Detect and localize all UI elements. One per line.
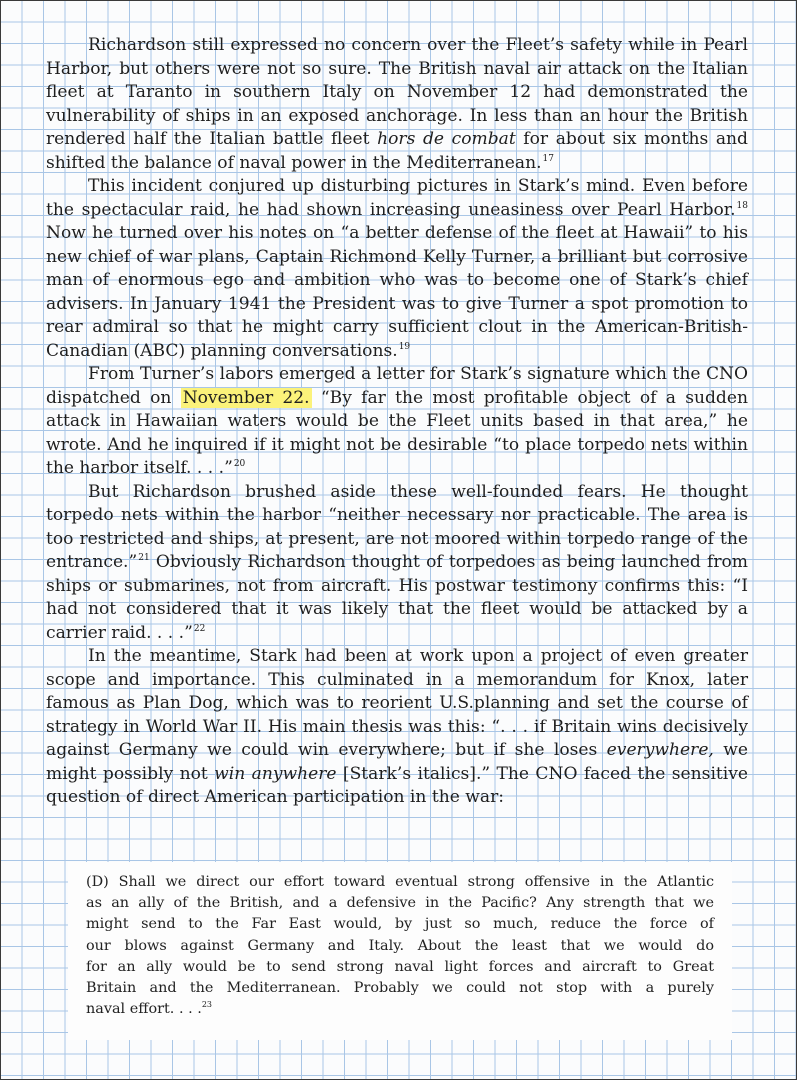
block-quote [68, 862, 732, 1040]
paragraph-1 [46, 34, 748, 175]
text-run: we might possibly not [46, 740, 748, 784]
footnote-ref: 20 [233, 459, 246, 470]
book-page-text [46, 34, 748, 810]
quote-last-line [86, 999, 714, 1020]
footnote-ref-23: 23 [201, 1000, 213, 1010]
quote-line: Britain and the Mediterranean. Probably we could not stop with a purely [86, 980, 714, 997]
text-run: From Turner’s labors emerged a letter for Stark’s signature which the CNO dispatched on [46, 364, 748, 408]
quote-line: might send to the Far East would, by just so much, reduce the force of [86, 916, 714, 933]
italic-text: win anywhere [214, 763, 337, 784]
paragraph-2 [46, 175, 748, 363]
text-run: [Stark’s italics].” The CNO faced the sensitive question of direct American participation in the war: [46, 763, 749, 807]
text-run: “By far the most profitable object of a sudden attack in Hawaiian waters would be the Fleet units based in that area,” he wrote. And he inquired if it might not be desirable “to place torpedo nets within the harbor itself. . . .” [46, 387, 748, 478]
text-run: Now he turned over his notes on “a better defense of the fleet at Hawaii” to his new chief of war plans, Captain Richmond Kelly Turner, a brilliant but corrosive man of enormous ego and ambition who was to become one of Stark’s chief advisers. In January 1941 the President was to give Turner a spot promotion to rear admiral so that he might carry sufficient clout in the American-British-Canadian (ABC) planning conversations. [46, 223, 748, 361]
highlighted-text: November 22. [182, 387, 310, 408]
text-run: But Richardson brushed aside these well-founded fears. He thought torpedo nets within the harbor “neither necessary nor practicable. The area is too restricted and ships, at present, are not moored within torpedo range of the entrance.” [46, 481, 748, 572]
text-run: This incident conjured up disturbing pictures in Stark’s mind. Even before the spectacular raid, he had shown increasing uneasiness over Pearl Harbor. [46, 176, 748, 220]
paragraph-3 [46, 363, 748, 481]
text-run: In the meantime, Stark had been at work upon a project of even greater scope and importance. This culminated in a memorandum for Knox, later famous as Plan Dog, which was to reorient U.S.planning and set the course of strategy in World War II. His main thesis was this: “. . . if Britain wins decisively against Germany we could win everywhere; but if she loses [46, 646, 748, 760]
quote-line: for an ally would be to send strong naval light forces and aircraft to Great [86, 958, 714, 975]
footnote-ref: 18 [736, 200, 748, 211]
paragraph-4 [46, 481, 748, 646]
footnote-ref: 21 [138, 553, 150, 564]
quote-line: naval effort. . . . [86, 1001, 202, 1018]
quote-line: (D) Shall we direct our effort toward eventual strong offensive in the Atlantic [86, 874, 714, 890]
paragraph-5 [46, 645, 748, 810]
text-run: for about six months and shifted the balance of naval power in the Mediterranean. [46, 129, 748, 173]
quote-line: our blows against Germany and Italy. About the least that we would do [86, 937, 714, 954]
italic-text: hors de combat [377, 129, 516, 149]
footnote-ref: 19 [398, 341, 411, 352]
footnote-ref: 22 [193, 623, 206, 634]
text-run: Obviously Richardson thought of torpedoes as being launched from ships or submarines, not from aircraft. His postwar testimony confirms this: “I had not considered that it was likely that the fleet would be attacked by a carrier raid. . . .” [46, 552, 748, 643]
italic-text: everywhere, [606, 740, 714, 760]
text-run: Richardson still expressed no concern over the Fleet’s safety while in Pearl Harbor, but others were not so sure. The British naval air attack on the Italian fleet at Taranto in southern Italy on November 12 had demonstrated the vulnerability of ships in an exposed anchorage. In less than an hour the British rendered half the Italian battle fleet [46, 35, 748, 149]
quote-line: as an ally of the British, and a defensive in the Pacific? Any strength that we [86, 895, 714, 912]
footnote-ref: 17 [542, 153, 554, 164]
